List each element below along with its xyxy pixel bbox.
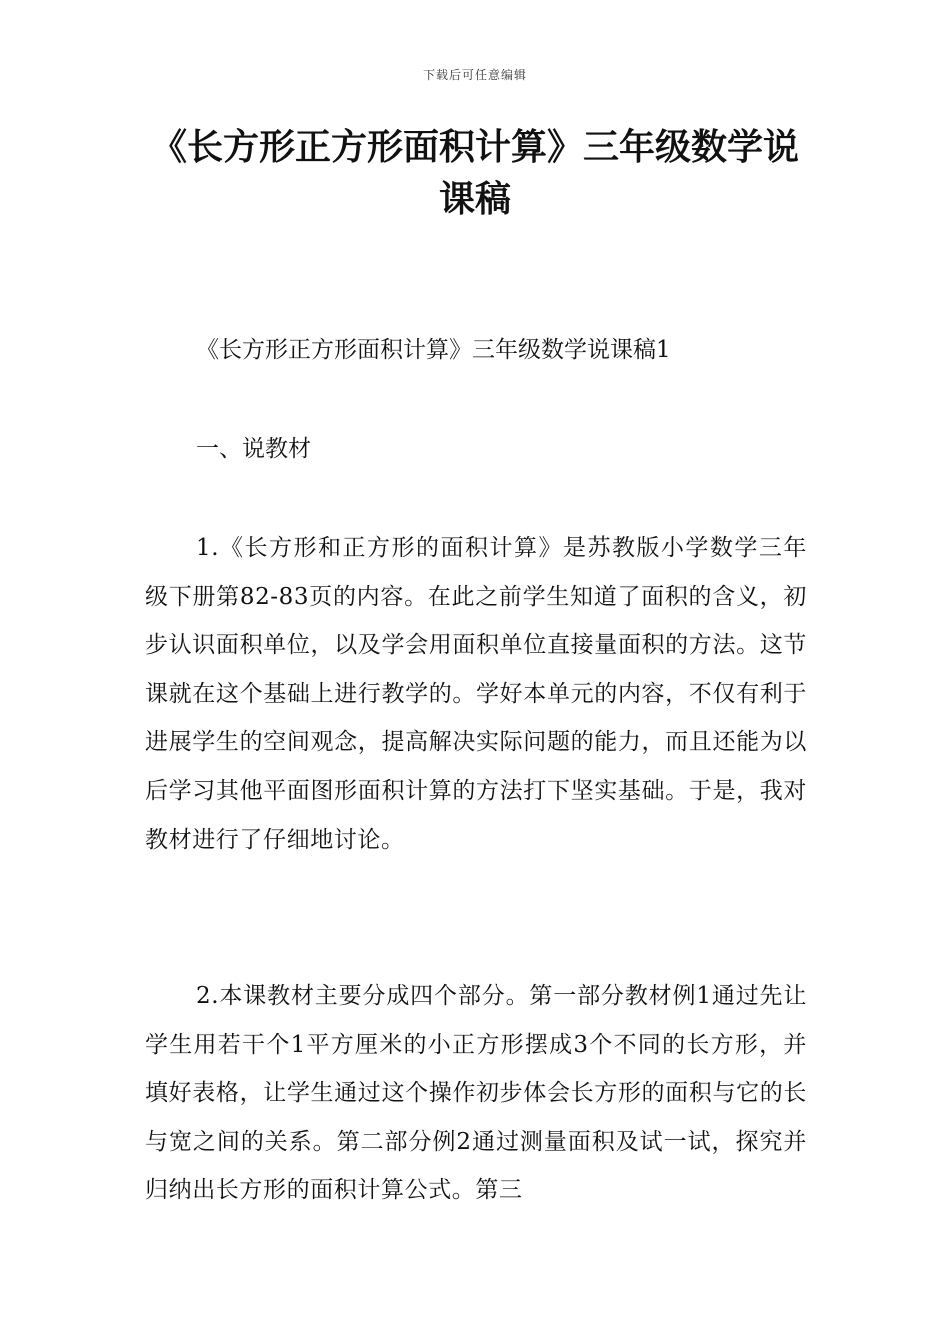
paragraph-1: 1.《长方形和正方形的面积计算》是苏教版小学数学三年级下册第82-83页的内容。在此之前学生知道了面积的含义，初步认识面积单位，以及学会用面积单位直接量面积的方法。这节课就在这个基础上进行教学的。学好本单元的内容，不仅有利于进展学生的空间观念，提高解决实际问题的能力，而且还能为以后学习其他平面图形面积计算的方法打下坚实基础。于是，我对教材进行了仔细地讨论。 bbox=[145, 535, 807, 853]
document-title: 《长方形正方形面积计算》三年级数学说课稿 bbox=[150, 127, 799, 220]
header-note: 下载后可任意编辑 bbox=[422, 68, 527, 82]
section-heading: 一、说教材 bbox=[196, 436, 311, 462]
paragraph-2: 2.本课教材主要分成四个部分。第一部分教材例1通过先让学生用若干个1平方厘米的小正方形摆成3个不同的长方形，并填好表格，让学生通过这个操作初步体会长方形的面积与它的长与宽之间的关系。第二部分例2通过测量面积及试一试，探究并归纳出长方形的面积计算公式。第三 bbox=[145, 983, 807, 1204]
document-subtitle: 《长方形正方形面积计算》三年级数学说课稿1 bbox=[196, 337, 671, 363]
